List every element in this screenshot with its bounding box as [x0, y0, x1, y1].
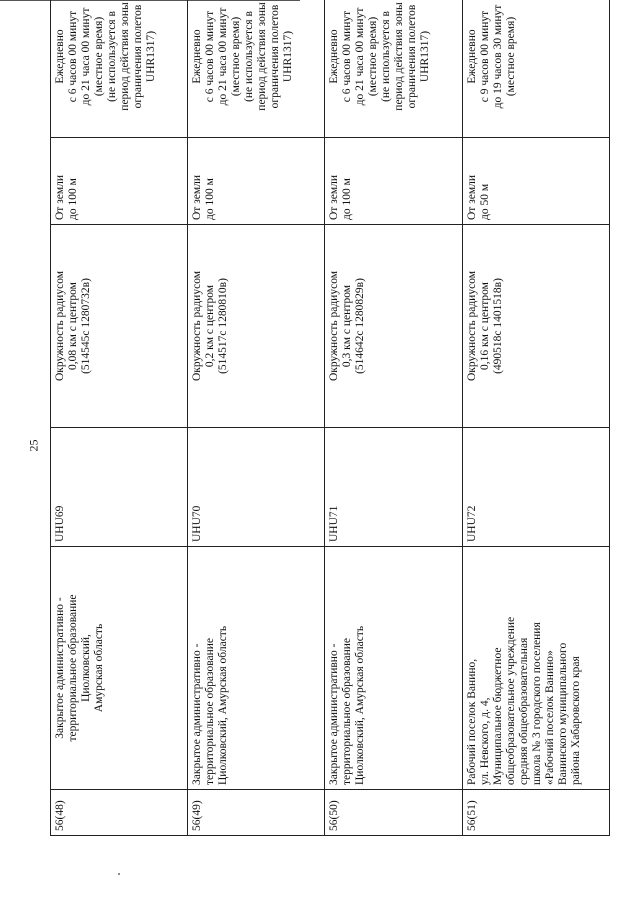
operating-time-cell-line: UHR1317) [282, 30, 295, 83]
zone-geometry-cell [325, 225, 462, 428]
operating-time-cell [51, 0, 188, 138]
operating-time-cell-line: (местное время) [230, 16, 243, 97]
operating-time-cell-line: до 19 часов 30 минут [491, 4, 504, 109]
area-description-cell-line: Муниципальное бюджетное [491, 647, 504, 785]
operating-time-cell-line: период действия зоны [256, 2, 269, 111]
operating-time-cell-line: до 21 часа 00 минут [354, 7, 367, 106]
operating-time-cell-line: (не используется в [380, 11, 393, 102]
altitude-cell-line: до 100 м [67, 178, 79, 220]
altitude-cell-line: до 100 м [341, 178, 354, 220]
operating-time-cell-line: с 9 часов 00 минут [478, 10, 491, 103]
operating-time-cell [462, 0, 609, 138]
operating-time-cell-line: до 21 часа 00 минут [80, 7, 92, 106]
row-number-cell: 56(50) [325, 790, 462, 836]
area-description-cell-line: Циолковский, [80, 634, 92, 702]
zone-code-cell: UHU70 [188, 428, 325, 547]
area-description-cell-line: территориальное образование [341, 637, 354, 785]
zone-geometry-cell-line: 0,3 км с центром [341, 284, 354, 368]
area-description-cell-line: средняя общеобразовательная [517, 637, 530, 785]
operating-time-cell [325, 0, 462, 138]
operating-time-cell-line: ограничения полетов [269, 4, 282, 109]
operating-time-cell-line: (местное время) [367, 16, 380, 97]
zone-geometry-cell-line: (514642с 1280829в) [354, 278, 367, 374]
altitude-cell [188, 138, 325, 225]
area-description-cell [325, 547, 462, 790]
area-description-cell-line: района Хабаровского края [569, 656, 582, 785]
zone-code-cell: UHU71 [325, 428, 462, 547]
operating-time-cell-line: с 6 часов 00 минут [204, 10, 217, 103]
zone-code-cell: UHU69 [51, 428, 188, 547]
rotated-page-content [50, 2, 610, 836]
operating-time-cell-line: Ежедневно [191, 29, 204, 84]
altitude-cell-line: От земли [328, 174, 341, 220]
altitude-cell-line: От земли [191, 174, 204, 220]
operating-time-cell-line: с 6 часов 00 минут [67, 10, 79, 103]
operating-time-cell-line: (местное время) [504, 16, 517, 97]
operating-time-cell-line: UHR1317) [145, 30, 157, 83]
operating-time-cell-line: период действия зоны [393, 2, 406, 111]
area-description-cell-line: Закрытое административно - [191, 643, 204, 785]
area-description-cell-line: Амурская область [93, 623, 105, 713]
operating-time-cell-line: с 6 часов 00 минут [341, 10, 354, 103]
zone-code-cell: UHU72 [462, 428, 609, 547]
scan-speck [118, 873, 120, 875]
table-row [51, 0, 188, 836]
operating-time-cell-line: (не используется в [106, 11, 118, 102]
zone-geometry-cell-line: Окружность радиусом [54, 271, 66, 381]
area-description-cell [188, 547, 325, 790]
area-description-cell [462, 547, 609, 790]
area-description-cell-line: «Рабочий поселок Ванино» [543, 650, 556, 785]
altitude-cell-line: От земли [465, 174, 478, 220]
area-description-cell-line: общеобразовательное учреждение [504, 616, 517, 785]
zone-geometry-cell-line: (514545с 1280732в) [80, 278, 92, 374]
operating-time-cell [188, 0, 325, 138]
operating-time-cell-line: UHR1317) [419, 30, 432, 83]
area-description-cell-line: территориальное образование [67, 594, 79, 742]
page-number: 25 [26, 439, 41, 452]
operating-time-cell-line: Ежедневно [54, 29, 66, 84]
zone-geometry-cell-line: Окружность радиусом [328, 271, 341, 381]
zone-geometry-cell-line: Окружность радиусом [191, 271, 204, 381]
altitude-cell-line: до 100 м [204, 178, 217, 220]
table-row [325, 0, 462, 836]
zone-geometry-cell-line: 0,08 км с центром [67, 282, 79, 370]
row-number-cell: 56(49) [188, 790, 325, 836]
area-description-cell-line: школа № 3 городского поселения [530, 622, 543, 785]
operating-time-cell-line: период действия зоны [119, 2, 131, 111]
row-number-cell: 56(51) [462, 790, 609, 836]
area-description-cell-line: Циолковский, Амурская область [354, 625, 367, 785]
area-description-cell-line: Ванинского муниципального [556, 642, 569, 785]
table-row [462, 0, 609, 836]
zone-geometry-cell [462, 225, 609, 428]
area-description-cell-line: Рабочий поселок Ванино, [465, 658, 478, 785]
altitude-cell [51, 138, 188, 225]
operating-time-cell-line: Ежедневно [328, 29, 341, 84]
operating-time-cell-line: до 21 часа 00 минут [217, 7, 230, 106]
zone-geometry-cell [51, 225, 188, 428]
airspace-zones-table [50, 0, 610, 836]
area-description-cell [51, 547, 188, 790]
operating-time-cell-line: ограничения полетов [132, 4, 144, 109]
area-description-cell-line: ул. Невского, д. 4, [478, 697, 491, 785]
area-description-cell-line: Циолковский, Амурская область [217, 625, 230, 785]
zone-geometry-cell-line: (514517с 1280810в) [217, 278, 230, 374]
operating-time-cell-line: ограничения полетов [406, 4, 419, 109]
table-container [50, 2, 610, 836]
altitude-cell-line: От земли [54, 174, 66, 220]
row-number-cell: 56(48) [51, 790, 188, 836]
zone-geometry-cell-line: Окружность радиусом [465, 271, 478, 381]
area-description-cell-line: территориальное образование [204, 637, 217, 785]
zone-geometry-cell-line: 0,2 км с центром [204, 284, 217, 368]
altitude-cell-line: до 50 м [478, 183, 491, 220]
zone-geometry-cell-line: (490518с 1401518в) [491, 278, 504, 374]
operating-time-cell-line: (местное время) [93, 16, 105, 97]
zone-geometry-cell [188, 225, 325, 428]
table-row [188, 0, 325, 836]
zone-geometry-cell-line: 0,16 км с центром [478, 282, 491, 370]
altitude-cell [462, 138, 609, 225]
altitude-cell [325, 138, 462, 225]
operating-time-cell-line: Ежедневно [465, 29, 478, 84]
area-description-cell-line: Закрытое административно - [54, 597, 66, 739]
operating-time-cell-line: (не используется в [243, 11, 256, 102]
area-description-cell-line: Закрытое административно - [328, 643, 341, 785]
